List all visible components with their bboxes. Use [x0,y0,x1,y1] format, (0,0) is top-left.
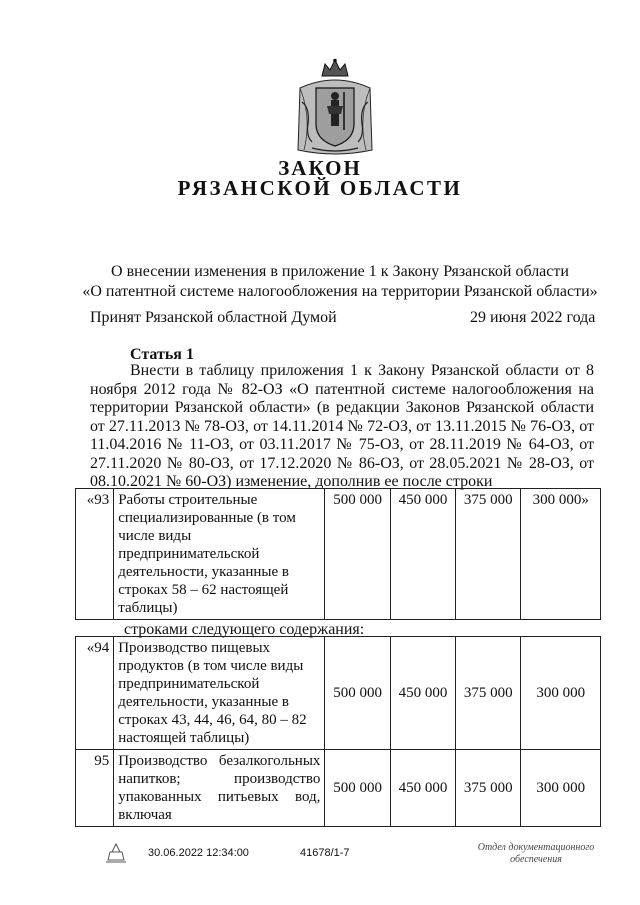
row-value-1: 500 000 [325,637,390,750]
law-title-line1: ЗАКОН [278,156,362,180]
row-value-3: 375 000 [456,637,521,750]
footer-reg-number: 41678/1-7 [300,847,350,859]
row-number: «93 [76,489,114,620]
article-heading: Статья 1 [130,346,194,363]
row-value-4: 300 000» [521,489,601,620]
row-value-2: 450 000 [390,489,455,620]
subject-line1: О внесении изменения в приложение 1 к Закону Рязанской области [111,263,569,280]
table-row [76,637,601,750]
row-value-3: 375 000 [456,489,521,620]
table-new-rows [75,636,601,827]
row-value-1: 500 000 [325,489,390,620]
law-title-line2: РЯЗАНСКОЙ ОБЛАСТИ [177,176,463,200]
table-row [76,489,601,620]
table-existing-row [75,488,601,620]
row-description: Работы строительные специализированные (в том числе виды предпринимательской деятельности, указанные в строках 58 – 62 настоящей таблицы) [114,489,325,620]
article-text: Внести в таблицу приложения 1 к Закону Рязанской области от 8 ноября 2012 года № 82-ОЗ «О патентной системе налогообложения на территории Рязанской области» (в редакции Законов Рязанской области от 27.11.2013 № 78-ОЗ, от 14.11.2014 № 72-ОЗ, от 13.11.2015 № 76-ОЗ, от 11.04.2016 № 11-ОЗ, от 03.11.2017 № 75-ОЗ, от 28.11.2019 № 64-ОЗ, от 27.11.2020 № 80-ОЗ, от 17.12.2020 № 86-ОЗ, от 28.05.2021 № 28-ОЗ, от 08.10.2021 № 60-ОЗ) изменение, дополнив ее после строки [90,362,594,490]
connector-text: строками следующего содержания: [124,621,365,638]
article-paragraph [90,362,594,492]
row-description: Производство пищевых продуктов (в том числе виды предпринимательской деятельности, указанные в строках 43, 44, 46, 64, 80 – 82 настоящей таблицы) [114,637,325,750]
row-number: 95 [76,750,114,827]
department-stamp: Отдел документационного обеспечения [477,842,595,865]
table-row [76,750,601,827]
accepted-date: 29 июня 2022 года [470,309,596,326]
accepted-by: Принят Рязанской областной Думой [90,309,337,326]
row-value-1: 500 000 [325,750,390,827]
coat-of-arms-icon [292,58,378,158]
row-value-4: 300 000 [521,637,601,750]
row-description: Производство безалкогольных напитков; производство упакованных питьевых вод, включая [114,750,325,827]
subject-line2: «О патентной системе налогообложения на территории Рязанской области» [82,283,598,300]
row-value-3: 375 000 [456,750,521,827]
row-value-4: 300 000 [521,750,601,827]
registry-stamp-icon [104,840,128,864]
row-number: «94 [76,637,114,750]
row-value-2: 450 000 [390,750,455,827]
row-value-2: 450 000 [390,637,455,750]
law-subject [60,262,620,302]
footer-datetime: 30.06.2022 12:34:00 [148,847,249,859]
